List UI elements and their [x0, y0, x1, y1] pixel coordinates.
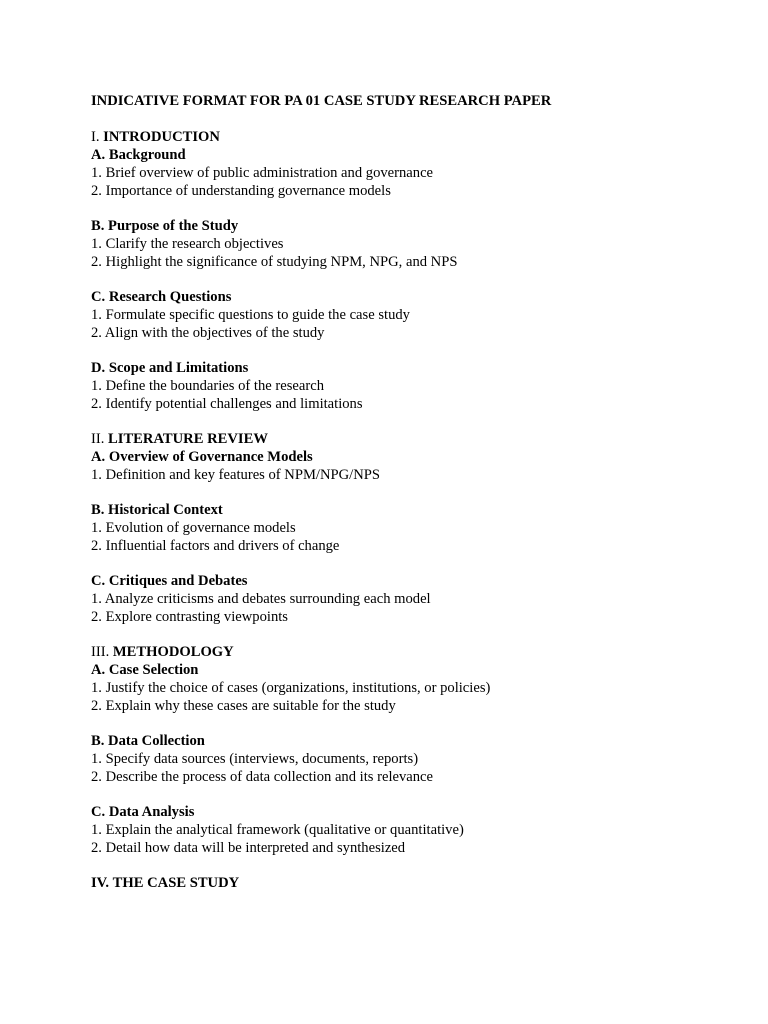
outline-item: 2. Describe the process of data collection and its relevance: [91, 769, 433, 785]
outline-item: 1. Analyze criticisms and debates surrounding each model: [91, 591, 431, 607]
subsection-heading: D. Scope and Limitations: [91, 360, 249, 376]
outline-section: [91, 128, 731, 413]
outline-item: 1. Formulate specific questions to guide the case study: [91, 307, 410, 323]
section-title: LITERATURE REVIEW: [108, 431, 268, 447]
section-title: INTRODUCTION: [103, 129, 220, 145]
outline-subsection: [91, 448, 731, 484]
section-heading: [91, 643, 731, 661]
outline-item: 1. Specify data sources (interviews, documents, reports): [91, 751, 419, 767]
outline-item: 1. Clarify the research objectives: [91, 236, 284, 252]
outline-item: 2. Influential factors and drivers of change: [91, 538, 340, 554]
section-numeral: III.: [91, 644, 110, 660]
outline-subsection: [91, 359, 731, 413]
outline-item: 2. Importance of understanding governance models: [91, 183, 391, 199]
outline-item: 1. Define the boundaries of the research: [91, 378, 324, 394]
section-numeral: II.: [91, 431, 105, 447]
subsection-heading: B. Data Collection: [91, 733, 205, 749]
section-heading: [91, 430, 731, 448]
outline-section: [91, 874, 731, 892]
subsection-heading: B. Purpose of the Study: [91, 218, 239, 234]
outline-section: [91, 430, 731, 626]
subsection-heading: A. Case Selection: [91, 662, 199, 678]
subsection-heading: A. Overview of Governance Models: [91, 449, 313, 465]
section-heading: [91, 874, 731, 892]
outline-item: 1. Explain the analytical framework (qualitative or quantitative): [91, 822, 464, 838]
outline-subsection: [91, 217, 731, 271]
subsection-heading: C. Critiques and Debates: [91, 573, 248, 589]
outline-item: 1. Brief overview of public administration and governance: [91, 165, 434, 181]
document-page: [91, 92, 731, 892]
outline-item: 2. Highlight the significance of studying NPM, NPG, and NPS: [91, 254, 458, 270]
outline-item: 2. Explain why these cases are suitable for the study: [91, 698, 396, 714]
subsection-heading: A. Background: [91, 147, 186, 163]
document-title: INDICATIVE FORMAT FOR PA 01 CASE STUDY RESEARCH PAPER: [91, 93, 552, 109]
outline-item: 1. Justify the choice of cases (organizations, institutions, or policies): [91, 680, 491, 696]
section-title: METHODOLOGY: [112, 644, 234, 660]
subsection-heading: C. Data Analysis: [91, 804, 195, 820]
subsection-heading: B. Historical Context: [91, 502, 223, 518]
outline-subsection: [91, 661, 731, 715]
outline-item: 2. Detail how data will be interpreted and synthesized: [91, 840, 406, 856]
section-title: THE CASE STUDY: [112, 875, 240, 891]
outline-item: 2. Explore contrasting viewpoints: [91, 609, 288, 625]
section-numeral: IV.: [91, 875, 109, 891]
outline-item: 1. Definition and key features of NPM/NPG/NPS: [91, 467, 381, 483]
section-numeral: I.: [91, 129, 100, 145]
outline-subsection: [91, 501, 731, 555]
outline-item: 1. Evolution of governance models: [91, 520, 296, 536]
outline-subsection: [91, 288, 731, 342]
outline-section: [91, 643, 731, 857]
outline-subsection: [91, 803, 731, 857]
subsection-heading: C. Research Questions: [91, 289, 232, 305]
document-sections: [91, 128, 731, 892]
outline-subsection: [91, 732, 731, 786]
outline-subsection: [91, 572, 731, 626]
section-heading: [91, 128, 731, 146]
outline-item: 2. Identify potential challenges and limitations: [91, 396, 363, 412]
outline-item: 2. Align with the objectives of the study: [91, 325, 325, 341]
outline-subsection: [91, 146, 731, 200]
